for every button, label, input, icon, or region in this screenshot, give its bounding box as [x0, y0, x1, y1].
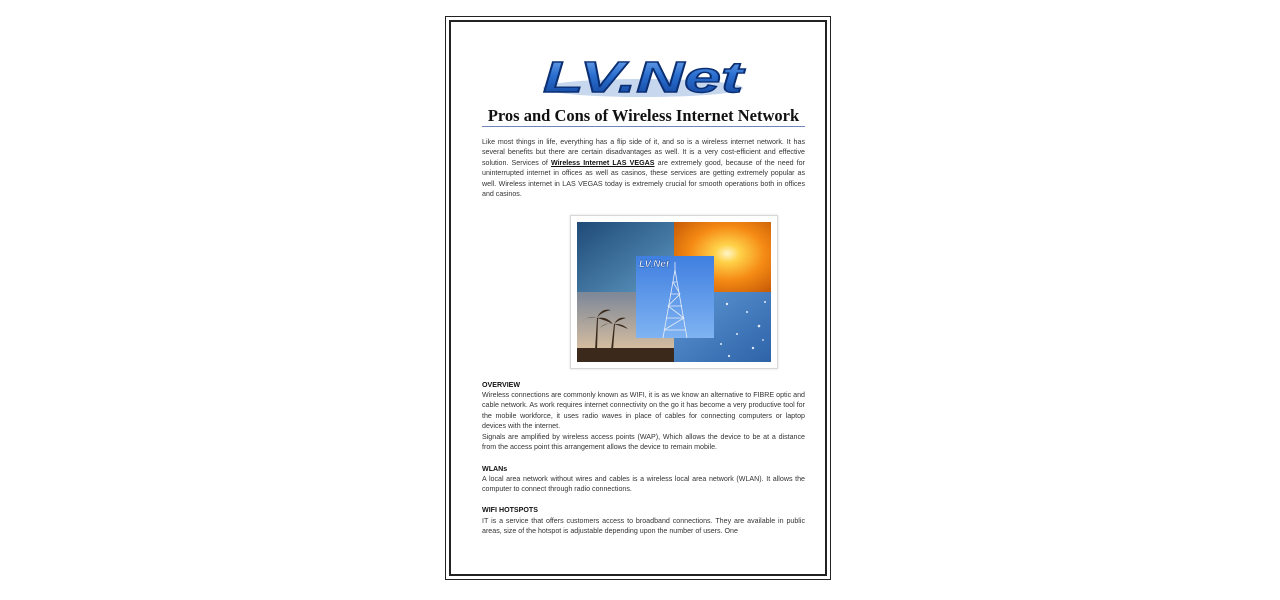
wifi-hotspots-heading: WIFI HOTSPOTS: [482, 506, 538, 514]
document-page: [445, 16, 831, 580]
wlans-heading: WLANs: [482, 465, 508, 473]
overview-heading: OVERVIEW: [482, 381, 521, 389]
collage-image: [570, 215, 778, 369]
wireless-internet-las-vegas-link[interactable]: Wireless Internet LAS VEGAS: [550, 158, 655, 167]
logo-text: LV.Net: [543, 53, 747, 102]
intro-paragraph: Like most things in life, everything has a flip side of it, and so is a wireless internet network. It has several benefits but there are certain disadvantages as well. It is a very cost-efficient and effective solution. Services of Wireless Internet LAS VEGAS are extremely good, because of the need for uninterrupted internet in offices as well as casinos, these services are getting extremely popular as well. Wireless internet in LAS VEGAS today is extremely crucial for smooth operations both in offices and casinos.: [482, 138, 805, 199]
lvnet-logo: [538, 52, 748, 102]
document-title: Pros and Cons of Wireless Internet Network: [487, 106, 800, 125]
document-page-border: [449, 20, 827, 576]
title-rule: [482, 126, 805, 127]
overview-paragraph-1: Wireless connections are commonly known as WIFI, it is as we know an alternative to FIBRE optic and cable network. As work requires internet connectivity on the go it has become a very productive tool for the mobile workforce, it uses radio waves in place of cables for connecting computers or laptop devices with the internet.: [482, 391, 805, 431]
image-logo-text: LV.Net: [639, 259, 670, 270]
overview-paragraph-2: Signals are amplified by wireless access points (WAP), Which allows the device to be at a distance from the access point this arrangement allows the device to remain mobile.: [482, 433, 805, 452]
wlans-paragraph: A local area network without wires and cables is a wireless local area network (WLAN). It allows the computer to connect through radio connections.: [482, 475, 805, 494]
wifi-hotspots-paragraph: IT is a service that offers customers access to broadband connections. They are available in public areas, size of the hotspot is adjustable depending upon the number of users. One: [482, 517, 805, 536]
